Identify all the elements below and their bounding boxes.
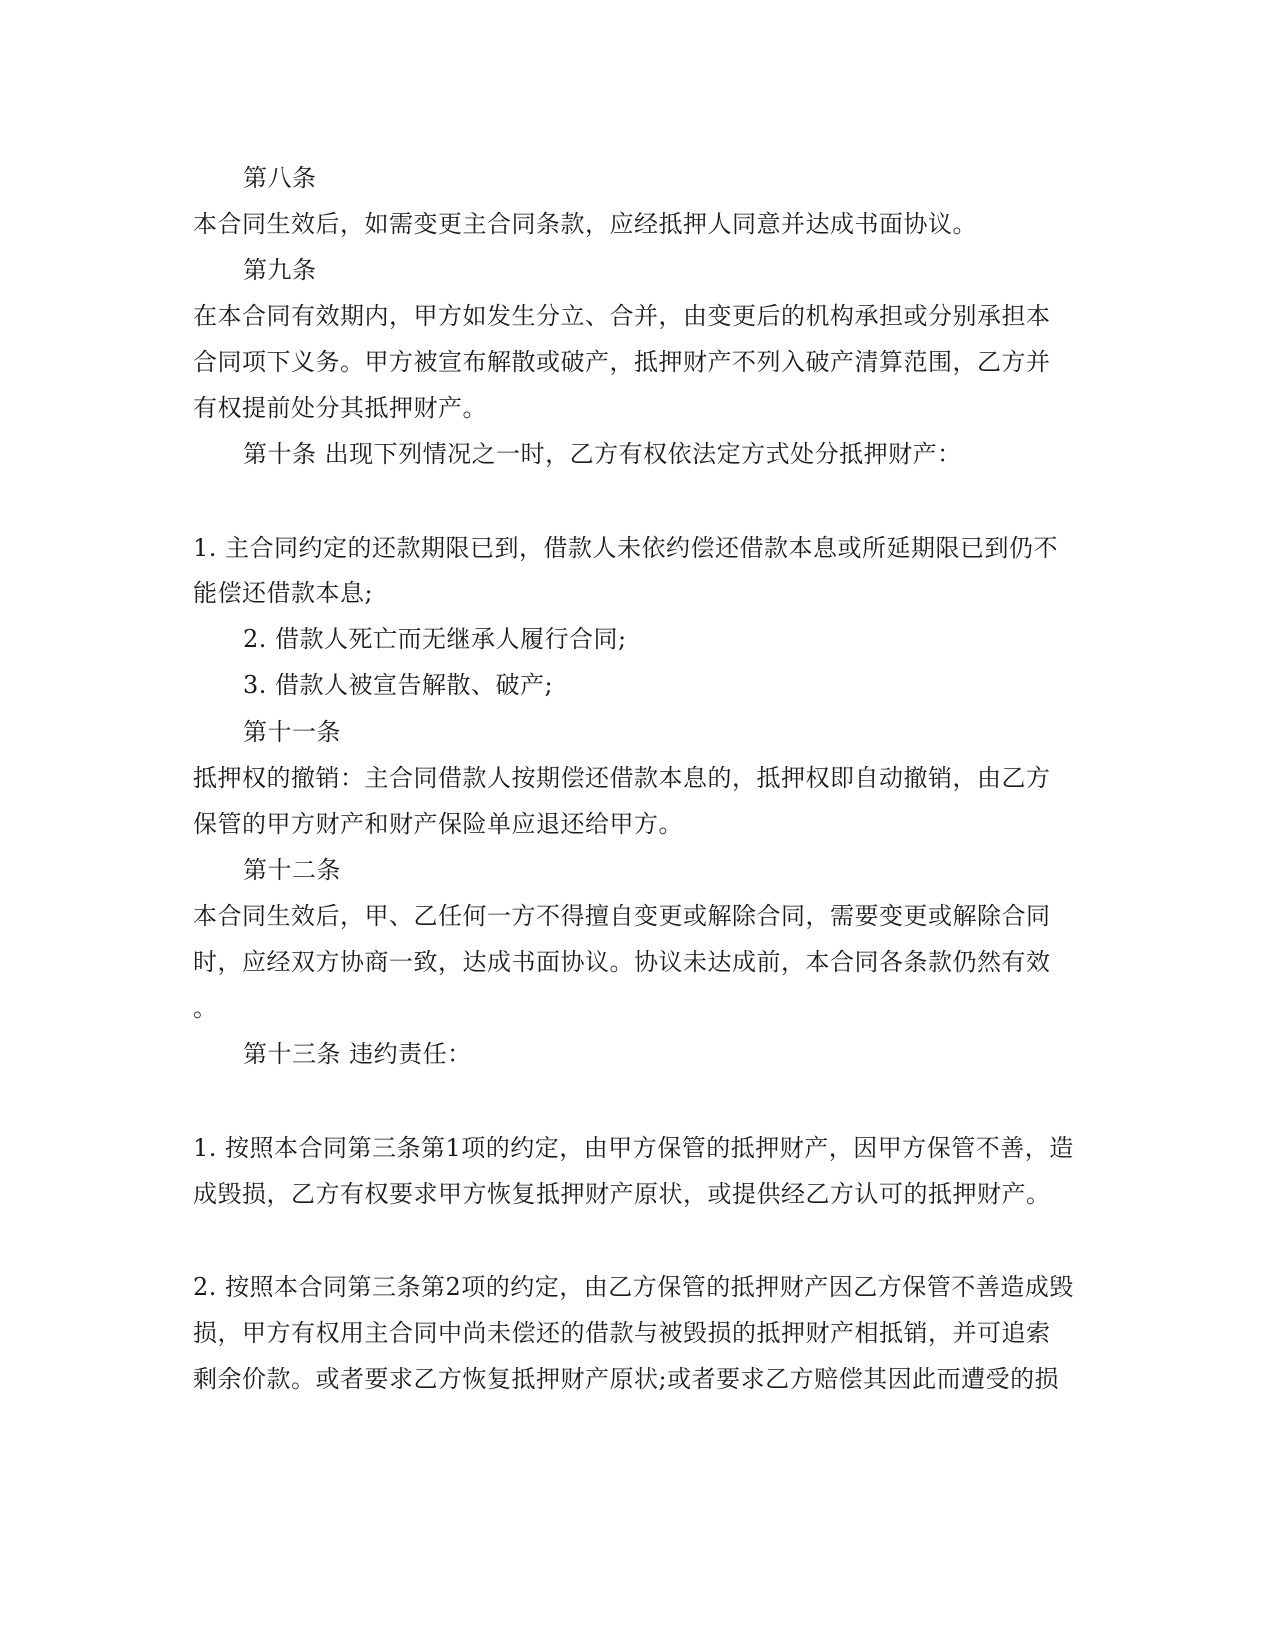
article-13-item-2-line-2: 损，甲方有权用主合同中尚未偿还的借款与被毁损的抵押财产相抵销，并可追索 — [193, 1319, 1051, 1347]
article-13-item-1-line-1: 1. 按照本合同第三条第1项的约定，由甲方保管的抵押财产，因甲方保管不善，造 — [193, 1134, 1074, 1162]
article-10-item-1-line-2: 能偿还借款本息; — [193, 579, 374, 607]
article-12-text-line-3: 。 — [193, 994, 218, 1022]
article-10-heading: 第十条 出现下列情况之一时，乙方有权依法定方式处分抵押财产： — [243, 440, 962, 468]
article-13-item-2-line-3: 剩余价款。或者要求乙方恢复抵押财产原状;或者要求乙方赔偿其因此而遭受的损 — [193, 1365, 1060, 1393]
article-13-item-2-line-1: 2. 按照本合同第三条第2项的约定，由乙方保管的抵押财产因乙方保管不善造成毁 — [193, 1273, 1074, 1301]
article-13-heading: 第十三条 违约责任： — [243, 1040, 472, 1068]
article-9-text-line-3: 有权提前处分其抵押财产。 — [193, 394, 487, 422]
article-12-text-line-1: 本合同生效后，甲、乙任何一方不得擅自变更或解除合同，需要变更或解除合同 — [193, 902, 1051, 930]
article-12-heading: 第十二条 — [243, 856, 341, 884]
article-10-item-2: 2. 借款人死亡而无继承人履行合同; — [243, 625, 627, 653]
article-10-item-1-line-1: 1. 主合同约定的还款期限已到，借款人未依约偿还借款本息或所延期限已到仍不 — [193, 534, 1059, 562]
article-11-text-line-1: 抵押权的撤销：主合同借款人按期偿还借款本息的，抵押权即自动撤销，由乙方 — [193, 764, 1051, 792]
article-9-text-line-2: 合同项下义务。甲方被宣布解散或破产，抵押财产不列入破产清算范围，乙方并 — [193, 348, 1051, 376]
article-8-text: 本合同生效后，如需变更主合同条款，应经抵押人同意并达成书面协议。 — [193, 210, 977, 238]
article-13-item-1-line-2: 成毁损，乙方有权要求甲方恢复抵押财产原状，或提供经乙方认可的抵押财产。 — [193, 1180, 1051, 1208]
article-9-text-line-1: 在本合同有效期内，甲方如发生分立、合并，由变更后的机构承担或分别承担本 — [193, 302, 1051, 330]
article-8-heading: 第八条 — [243, 164, 317, 192]
article-11-heading: 第十一条 — [243, 718, 341, 746]
article-11-text-line-2: 保管的甲方财产和财产保险单应退还给甲方。 — [193, 810, 683, 838]
article-9-heading: 第九条 — [243, 256, 317, 284]
article-12-text-line-2: 时，应经双方协商一致，达成书面协议。协议未达成前，本合同各条款仍然有效 — [193, 948, 1051, 976]
article-10-item-3: 3. 借款人被宣告解散、破产; — [243, 671, 554, 699]
